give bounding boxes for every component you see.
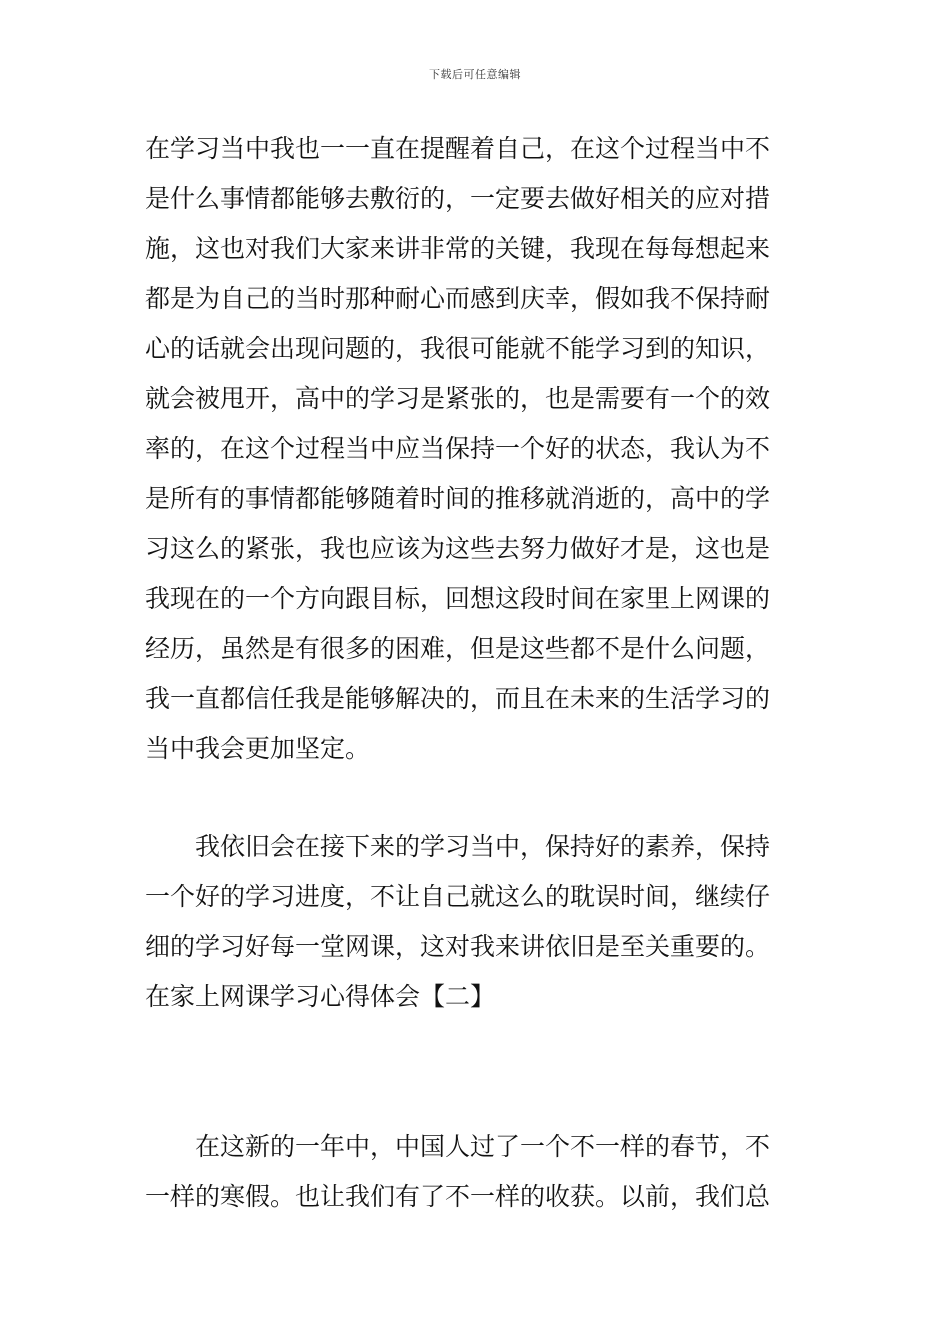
paragraph-line: 一样的寒假。也让我们有了不一样的收获。以前，我们总 — [145, 1182, 771, 1211]
paragraph-line: 细的学习好每一堂网课，这对我来讲依旧是至关重要的。 — [145, 932, 771, 961]
paragraph-3 — [145, 1122, 810, 1222]
paragraph-line: 在学习当中我也一一直在提醒着自己，在这个过程当中不 — [145, 134, 771, 163]
paragraph-line: 我一直都信任我是能够解决的，而且在未来的生活学习的 — [145, 684, 771, 713]
paragraph-line: 是所有的事情都能够随着时间的推移就消逝的，高中的学 — [145, 484, 771, 513]
paragraph-line: 是什么事情都能够去敷衍的，一定要去做好相关的应对措 — [145, 184, 771, 213]
paragraph-line: 我现在的一个方向跟目标，回想这段时间在家里上网课的 — [145, 584, 771, 613]
paragraph-line: 都是为自己的当时那种耐心而感到庆幸，假如我不保持耐 — [145, 284, 771, 313]
paragraph-line: 在这新的一年中，中国人过了一个不一样的春节，不 — [145, 1132, 771, 1161]
paragraph-line: 经历，虽然是有很多的困难，但是这些都不是什么问题， — [145, 634, 771, 663]
paragraph-1 — [145, 124, 810, 774]
paragraph-line: 率的，在这个过程当中应当保持一个好的状态，我认为不 — [145, 434, 771, 463]
paragraph-2 — [145, 822, 810, 972]
paragraph-line: 一个好的学习进度，不让自己就这么的耽误时间，继续仔 — [145, 882, 771, 911]
paragraph-line: 习这么的紧张，我也应该为这些去努力做好才是，这也是 — [145, 534, 771, 563]
section-heading-text: 在家上网课学习心得体会【二】 — [145, 982, 496, 1011]
paragraph-line: 心的话就会出现问题的，我很可能就不能学习到的知识， — [145, 334, 771, 363]
header-note: 下载后可任意编辑 — [429, 68, 521, 81]
paragraph-line: 我依旧会在接下来的学习当中，保持好的素养，保持 — [145, 832, 771, 861]
paragraph-line: 当中我会更加坚定。 — [145, 734, 371, 763]
paragraph-line: 施，这也对我们大家来讲非常的关键，我现在每每想起来 — [145, 234, 771, 263]
section-heading — [145, 972, 810, 1022]
paragraph-line: 就会被甩开，高中的学习是紧张的，也是需要有一个的效 — [145, 384, 771, 413]
